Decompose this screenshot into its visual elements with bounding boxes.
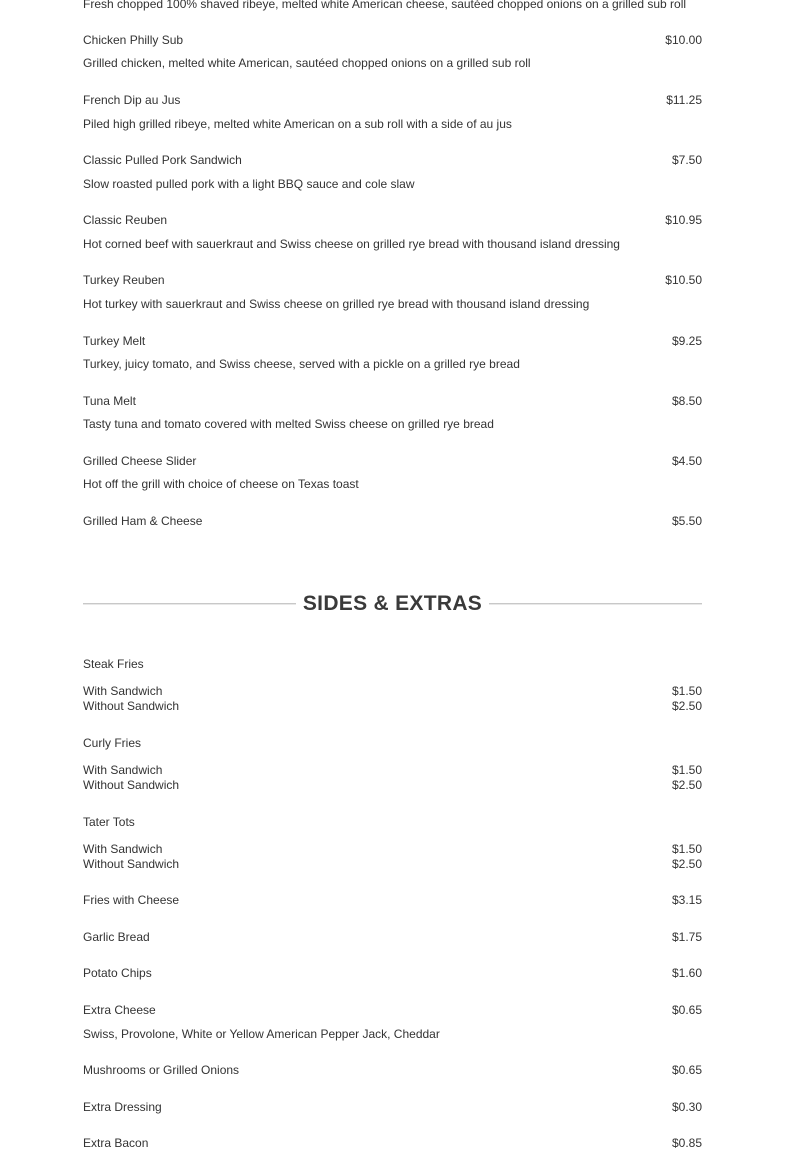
option-label: With Sandwich [83, 684, 163, 698]
item-name: Chicken Philly Sub [83, 33, 184, 47]
item-price: $10.00 [665, 33, 702, 47]
item-description: Turkey, juicy tomato, and Swiss cheese, served with a pickle on a grilled rye bread [83, 357, 520, 371]
item-description: Hot turkey with sauerkraut and Swiss cheese on grilled rye bread with thousand island dressing [83, 297, 590, 311]
item-name: Extra Cheese [83, 1003, 156, 1017]
option-price: $2.50 [671, 857, 702, 871]
item-price: $0.85 [671, 1136, 702, 1150]
item-description: Piled high grilled ribeye, melted white American on a sub roll with a side of au jus [83, 117, 512, 131]
item-name: Steak Fries [83, 657, 144, 671]
item-price: $0.65 [671, 1063, 702, 1077]
item-name: Tuna Melt [83, 394, 136, 408]
item-price: $7.50 [671, 153, 702, 167]
option-label: Without Sandwich [83, 699, 180, 713]
item-description: Hot corned beef with sauerkraut and Swiss cheese on grilled rye bread with thousand island dressing [83, 237, 620, 251]
item-price: $1.75 [671, 930, 702, 944]
item-description: Fresh chopped 100% shaved ribeye, melted white American cheese, sautéed chopped onions on a grilled sub roll [83, 0, 687, 11]
item-name: Turkey Reuben [83, 273, 165, 287]
item-name: French Dip au Jus [83, 93, 181, 107]
item-price: $10.50 [665, 273, 702, 287]
item-price: $1.60 [671, 966, 702, 980]
section-header [83, 590, 702, 618]
item-name: Grilled Cheese Slider [83, 454, 197, 468]
item-price: $8.50 [671, 394, 702, 408]
item-description: Swiss, Provolone, White or Yellow American Pepper Jack, Cheddar [83, 1027, 440, 1041]
item-name: Extra Dressing [83, 1100, 162, 1114]
option-price: $2.50 [671, 778, 702, 792]
item-price: $4.50 [671, 454, 702, 468]
item-price: $0.30 [671, 1100, 702, 1114]
item-name: Fries with Cheese [83, 893, 180, 907]
item-name: Classic Pulled Pork Sandwich [83, 153, 242, 167]
item-price: $9.25 [671, 334, 702, 348]
item-name: Mushrooms or Grilled Onions [83, 1063, 240, 1077]
item-name: Turkey Melt [83, 334, 146, 348]
item-price: $10.95 [665, 213, 702, 227]
option-price: $2.50 [671, 699, 702, 713]
option-price: $1.50 [671, 684, 702, 698]
item-description: Grilled chicken, melted white American, sautéed chopped onions on a grilled sub roll [83, 56, 531, 70]
option-label: Without Sandwich [83, 857, 180, 871]
item-price: $5.50 [671, 514, 702, 528]
item-name: Potato Chips [83, 966, 152, 980]
item-description: Tasty tuna and tomato covered with melted Swiss cheese on grilled rye bread [83, 417, 494, 431]
item-description: Slow roasted pulled pork with a light BBQ sauce and cole slaw [83, 177, 415, 191]
item-name: Garlic Bread [83, 930, 150, 944]
option-label: Without Sandwich [83, 778, 180, 792]
item-name: Curly Fries [83, 736, 142, 750]
option-price: $1.50 [671, 763, 702, 777]
item-name: Tater Tots [83, 815, 135, 829]
option-label: With Sandwich [83, 763, 163, 777]
item-description: Hot off the grill with choice of cheese on Texas toast [83, 477, 359, 491]
section-title: SIDES & EXTRAS [297, 592, 488, 615]
item-name: Extra Bacon [83, 1136, 149, 1150]
item-price: $0.65 [671, 1003, 702, 1017]
option-price: $1.50 [671, 842, 702, 856]
item-price: $3.15 [671, 893, 702, 907]
item-name: Grilled Ham & Cheese [83, 514, 203, 528]
option-label: With Sandwich [83, 842, 163, 856]
item-name: Classic Reuben [83, 213, 168, 227]
item-price: $11.25 [666, 93, 702, 107]
